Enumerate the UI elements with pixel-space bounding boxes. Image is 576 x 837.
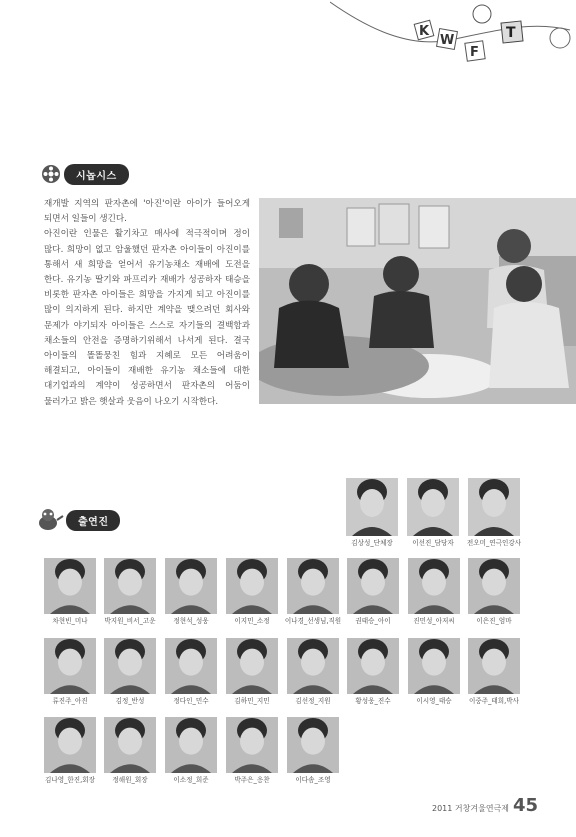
character-mascot-icon <box>36 508 64 532</box>
cast-caption: 이나경_선생님,직원 <box>284 617 342 625</box>
synopsis-text <box>44 197 250 410</box>
letter-k-tag <box>414 20 434 40</box>
cast-caption: 이시영_태승 <box>416 697 452 705</box>
cast-caption: 류진주_아진 <box>52 697 88 705</box>
cast-caption: 이선진_담당자 <box>412 539 454 547</box>
festival-name: 2011 거창겨울연극제 <box>432 804 509 813</box>
page-footer <box>432 795 538 816</box>
synopsis-header <box>40 164 129 184</box>
cast-caption: 이은진_엄마 <box>476 617 512 625</box>
portrait-photo <box>287 638 339 694</box>
cast-title: 출연진 <box>66 510 120 531</box>
cast-caption: 박지원_비서_고운 <box>104 617 156 625</box>
cast-caption: 정해원_회장 <box>112 776 148 784</box>
portrait-photo <box>226 638 278 694</box>
cast-caption: 김하민_지민 <box>234 697 270 705</box>
portrait-photo <box>287 558 339 614</box>
cast-caption: 이다솜_조영 <box>295 776 331 784</box>
letter-k: K <box>419 24 430 39</box>
letter-t-tag <box>501 21 523 43</box>
portrait-photo <box>104 717 156 773</box>
portrait-photo <box>44 558 96 614</box>
portrait-photo <box>408 638 460 694</box>
synopsis-title: 시놉시스 <box>64 164 129 185</box>
cast-header <box>36 510 120 530</box>
portrait-photo <box>44 638 96 694</box>
letter-w-tag <box>437 29 458 50</box>
cast-caption: 권태승_아이 <box>355 617 391 625</box>
cast-caption: 김선정_지원 <box>295 697 331 705</box>
portrait-photo <box>347 558 399 614</box>
cast-caption: 황성웅_진수 <box>355 697 391 705</box>
cast-caption: 정현석_성웅 <box>173 617 209 625</box>
portrait-photo <box>347 638 399 694</box>
portrait-photo <box>165 638 217 694</box>
portrait-photo <box>226 558 278 614</box>
film-reel-icon <box>40 163 62 185</box>
page-number: 45 <box>513 795 539 816</box>
cast-caption: 진민성_아저씨 <box>413 617 455 625</box>
portrait-photo <box>226 717 278 773</box>
kwft-garland-decoration <box>330 0 576 80</box>
portrait-photo <box>407 478 459 536</box>
rehearsal-photo <box>259 198 576 404</box>
synopsis-paragraph: 재개발 지역의 판자촌에 '아진'이란 아이가 들어오게 되면서 일들이 생긴다. <box>44 199 250 225</box>
letter-t: T <box>506 25 516 41</box>
portrait-photo <box>468 558 520 614</box>
cast-caption: 이중주_태희,박사 <box>469 697 519 705</box>
portrait-photo <box>104 558 156 614</box>
cast-caption: 박주은_응찬 <box>234 776 270 784</box>
cast-caption: 정다인_민수 <box>173 697 209 705</box>
cast-caption: 전오미_연극인강사 <box>466 539 522 547</box>
portrait-photo <box>346 478 398 536</box>
cast-caption: 김나영_한진,회장 <box>45 776 95 784</box>
letter-w: W <box>440 33 455 48</box>
portrait-photo <box>287 717 339 773</box>
portrait-photo <box>468 638 520 694</box>
portrait-photo <box>44 717 96 773</box>
cast-caption: 김정_반성 <box>115 697 145 705</box>
cast-caption: 차현빈_미나 <box>52 617 88 625</box>
letter-f: F <box>470 45 479 60</box>
letter-f-tag <box>465 41 485 61</box>
cast-caption: 이지민_소정 <box>234 617 270 625</box>
portrait-photo <box>165 558 217 614</box>
portrait-photo <box>104 638 156 694</box>
cast-caption: 이소정_희준 <box>173 776 209 784</box>
synopsis-paragraph: 아진이란 인물은 활기차고 매사에 적극적이며 정이 많다. 희망이 없고 암울했던 판자촌 아이들이 아진이를 통해서 새 희망을 얻어서 유기농채소 재배에 도전을 한다. 유기농 딸기와 파프리카 재배가 성공하자 태승을 비롯한 판자촌 아이들은 희망을 가지게 되고 아진이를 많이 의지하게 된다. 하지만 계약을 맺으려던 회사와 문제가 야기되자 아이들은 스스로 자기들의 결백함과 채소들의 안전을 증명하기위해서 나서게 된다. 결국 아이들의 똘똘뭉친 힘과 지혜로 모든 어려움이 해결되고, 아이들이 재배한 유기농 채소들에 대한 대기업과의 계약이 성공하면서 판자촌의 어둠이 물러가고 밝은 햇살과 웃음이 나오기 시작한다. <box>44 229 250 407</box>
cast-caption: 김상성_단체장 <box>351 539 393 547</box>
portrait-photo <box>165 717 217 773</box>
portrait-photo <box>468 478 520 536</box>
portrait-photo <box>408 558 460 614</box>
